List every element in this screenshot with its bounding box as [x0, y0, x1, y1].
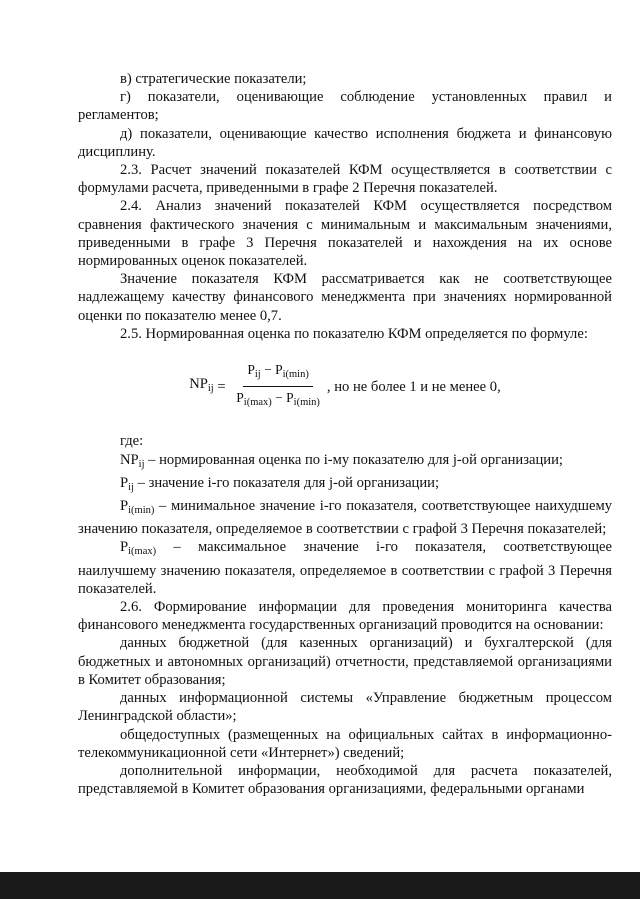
formula-lhs: $NP_{ij}$ — [189, 376, 214, 395]
scan-bottom-edge — [0, 872, 640, 899]
paragraph: Значение показателя КФМ рассматривается как не соответствующее надлежащему качеству финансового менеджмента при значениях нормированной оценки по показателю менее 0,7. — [78, 271, 612, 324]
paragraph: в) стратегические показатели; — [120, 71, 307, 87]
definition: $NP_{ij}$ – нормированная оценка по i-му показателю для j-ой организации; — [120, 451, 563, 470]
equals-sign: = — [213, 378, 230, 395]
fraction-denominator: $P_{i(max)} - P_{i(min)}$ — [236, 390, 320, 409]
paragraph: общедоступных (размещенных на официальных сайтах в информационно-телекоммуникационной сети «Интернет») сведений; — [78, 726, 612, 761]
paragraph: 2.5. Нормированная оценка по показателю КФМ определяется по формуле: — [120, 325, 588, 342]
paragraph: дополнительной информации, необходимой для расчета показателей, представляемой в Комитет образования организациями, федеральными органами — [78, 762, 612, 798]
formula-fraction — [232, 361, 324, 412]
formula — [78, 361, 612, 412]
paragraph: 2.6. Формирование информации для проведения мониторинга качества финансового менеджмента государственных организаций проводится на основании: — [78, 599, 612, 634]
document-page — [78, 70, 612, 798]
paragraph: д) показатели, оценивающие качество исполнения бюджета и финансовую дисциплину. — [78, 125, 612, 160]
definition: $P_{i(max)}$ – максимальное значение i-го показателя, соответствующее наилучшему значению показателя, определяемое в соответствии с графой 3 Перечня показателей. — [78, 539, 612, 597]
paragraph: данных информационной системы «Управление бюджетным процессом Ленинградской области»; — [78, 690, 612, 725]
fraction-numerator: $P_{ij} - P_{i(min)}$ — [243, 361, 313, 387]
paragraph: г) показатели, оценивающие соблюдение установленных правил и регламентов; — [78, 89, 612, 124]
definition: $P_{ij}$ – значение i-го показателя для j-ой организации; — [120, 474, 440, 493]
paragraph: данных бюджетной (для казенных организаций) и бухгалтерской (для бюджетных и автономных организаций) отчетности, представляемой организациями в Комитет образования; — [78, 635, 612, 688]
definition: $P_{i(min)}$ – минимальное значение i-го показателя, соответствующее наихудшему значению показателя, определяемое в соответствии с графой 3 Перечня показателей; — [78, 498, 612, 538]
formula-tail: , но не более 1 и не менее 0, — [326, 378, 501, 395]
paragraph: 2.4. Анализ значений показателей КФМ осуществляется посредством сравнения фактического значения с минимальным и максимальным значениями, приведенными в графе 3 Перечня показателей и нахождения на их основе нормированных оценок показателей. — [78, 198, 612, 270]
where-label: где: — [120, 433, 144, 450]
paragraph: 2.3. Расчет значений показателей КФМ осуществляется в соответствии с формулами расчета, приведенными в графе 2 Перечня показателей. — [78, 162, 612, 197]
